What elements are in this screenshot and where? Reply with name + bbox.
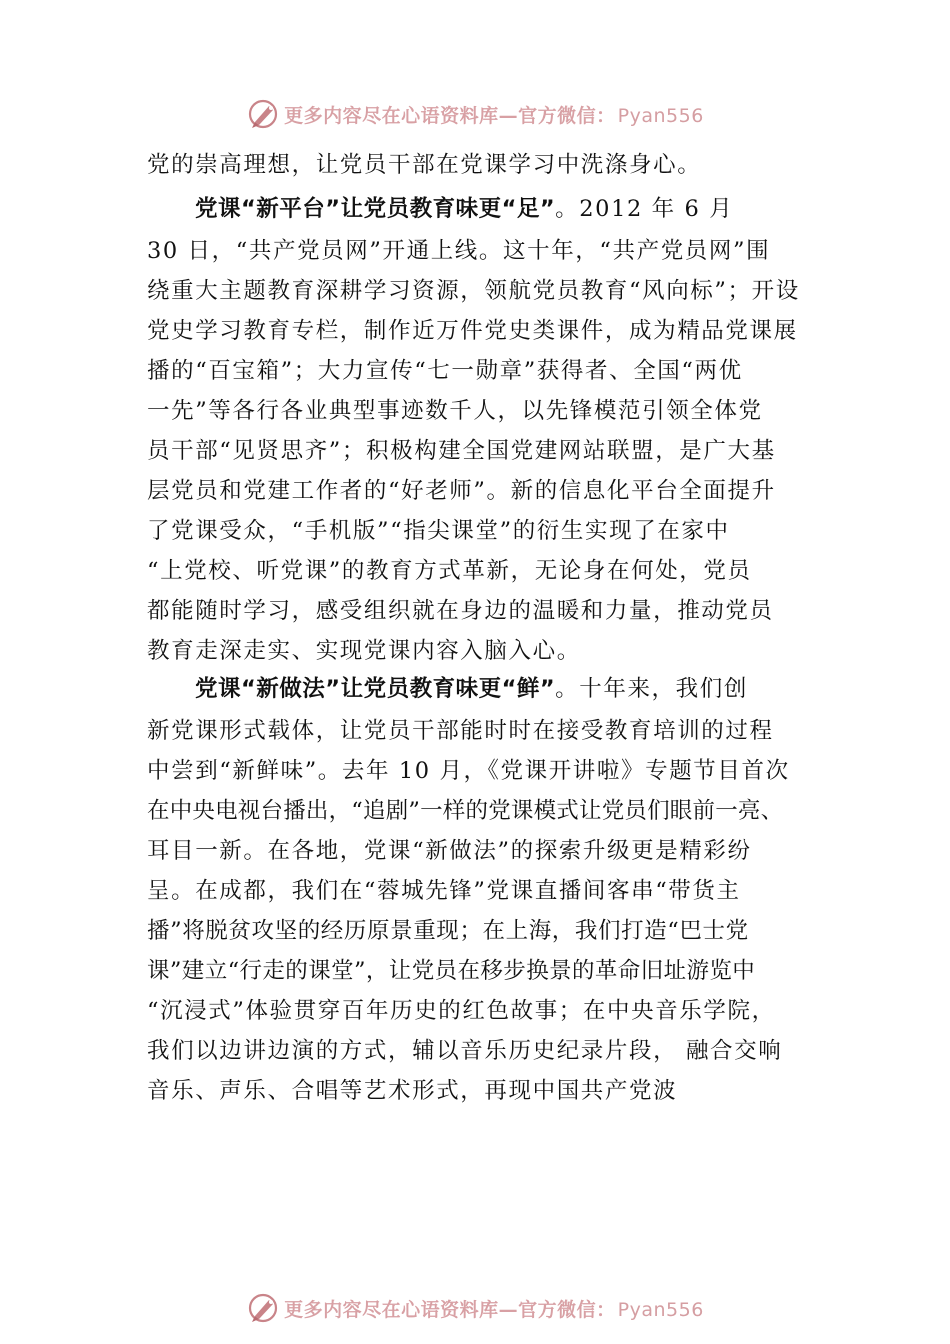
pen-seal-logo-icon <box>246 97 280 131</box>
text-line: 党的崇高理想，让党员干部在党课学习中洗涤身心。 <box>147 152 702 178</box>
text-line: “沉浸式”体验贯穿百年历史的红色故事；在中央音乐学院， <box>147 998 776 1024</box>
footer-banner <box>0 1290 950 1326</box>
section-heading: 党课“新做法”让党员教育味更“鲜” <box>195 676 556 702</box>
paragraph-first-line: 党课“新平台”让党员教育味更“足”。2012 年 6 月 <box>195 196 734 222</box>
text-line: 30 日，“共产党员网”开通上线。这十年，“共产党员网”围 <box>147 238 771 264</box>
text-line: 呈。在成都，我们在“蓉城先锋”党课直播间客串“带货主 <box>147 878 741 904</box>
banner-text: 更多内容尽在心语资料库—官方微信： Pyan556 <box>284 104 704 127</box>
text-line: 音乐、声乐、合唱等艺术形式，再现中国共产党波 <box>147 1078 678 1104</box>
text-line: 播的“百宝箱”；大力宣传“七一勋章”获得者、全国“两优 <box>147 358 743 384</box>
text-line: 员干部“见贤思齐”；积极构建全国党建网站联盟，是广大基 <box>147 438 776 464</box>
banner-text: 更多内容尽在心语资料库—官方微信： Pyan556 <box>284 1298 704 1321</box>
header-banner <box>0 96 950 132</box>
wechat-id: Pyan556 <box>617 104 704 127</box>
text-line: 课”建立“行走的课堂”，让党员在移步换景的革命旧址游览中 <box>147 958 756 984</box>
text-line: 耳目一新。在各地，党课“新做法”的探索升级更是精彩纷 <box>147 838 752 864</box>
paragraph-first-line: 党课“新做法”让党员教育味更“鲜”。十年来，我们创 <box>195 676 748 702</box>
pen-seal-logo-icon <box>246 1291 280 1325</box>
text-line: 层党员和党建工作者的“好老师”。新的信息化平台全面提升 <box>147 478 776 504</box>
text-line: 新党课形式载体，让党员干部能时时在接受教育培训的过程 <box>147 718 774 744</box>
text-line: 绕重大主题教育深耕学习资源，领航党员教育“风向标”；开设 <box>147 278 800 304</box>
text-line: 都能随时学习，感受组织就在身边的温暖和力量，推动党员 <box>147 598 774 624</box>
text-line: 在中央电视台播出，“追剧”一样的党课模式让党员们眼前一亮、 <box>147 798 784 824</box>
text-line: 了党课受众，“手机版”“指尖课堂”的衍生实现了在家中 <box>147 518 730 544</box>
text-line: 一先”等各行各业典型事迹数千人，以先锋模范引领全体党 <box>147 398 763 424</box>
section-heading: 党课“新平台”让党员教育味更“足” <box>195 196 556 222</box>
text-line: 教育走深走实、实现党课内容入脑入心。 <box>147 638 581 664</box>
text-line: 播”将脱贫攻坚的经历原景重现；在上海，我们打造“巴士党 <box>147 918 749 944</box>
wechat-id: Pyan556 <box>617 1298 704 1321</box>
text-line: 中尝到“新鲜味”。去年 10 月，《党课开讲啦》专题节目首次 <box>147 758 790 784</box>
text-line: 党史学习教育专栏，制作近万件党史类课件，成为精品党课展 <box>147 318 798 344</box>
text-line: “上党校、听党课”的教育方式革新，无论身在何处，党员 <box>147 558 752 584</box>
text-line: 我们以边讲边演的方式，辅以音乐历史纪录片段， 融合交响 <box>147 1038 783 1064</box>
